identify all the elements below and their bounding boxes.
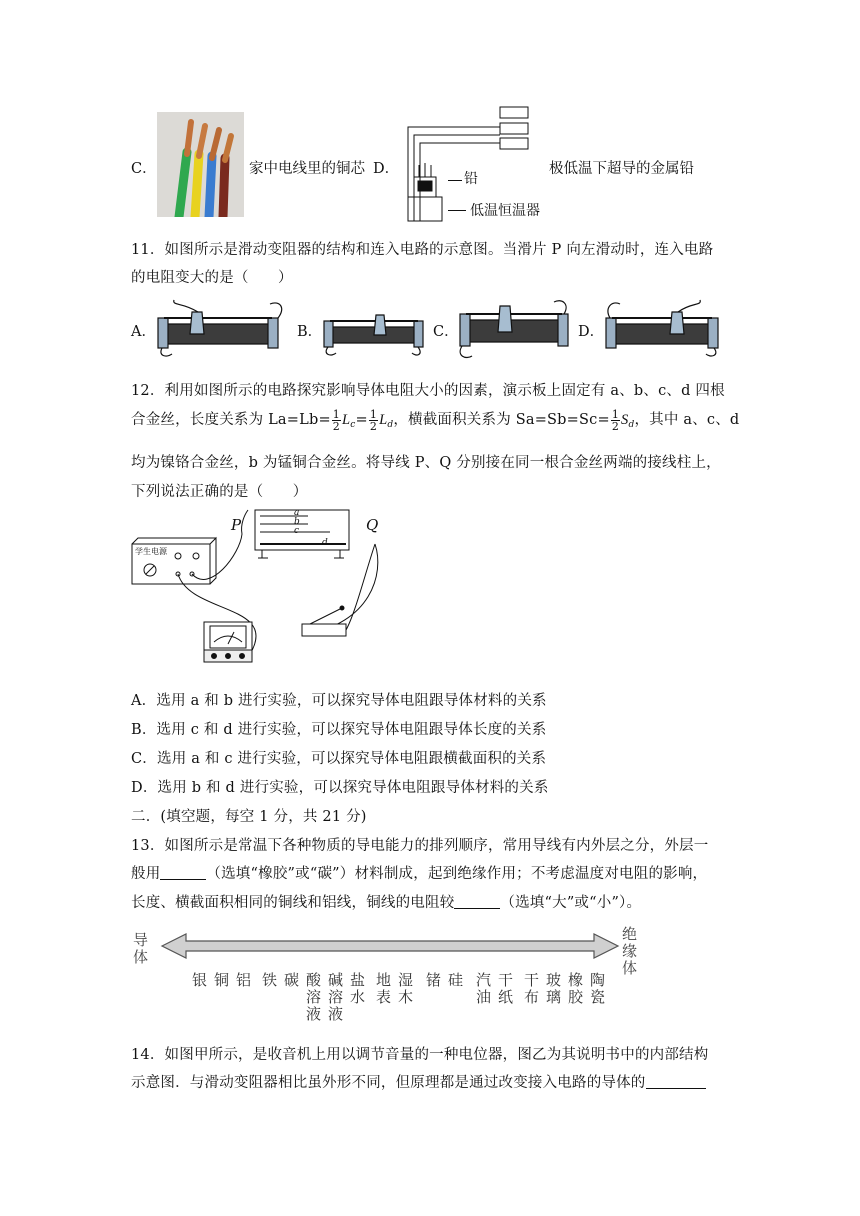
- material-item: 铝: [236, 971, 252, 989]
- rheostat-diagram-d: [598, 298, 726, 360]
- section2-heading: 二．(填空题，每空 1 分，共 21 分): [131, 809, 367, 825]
- q13-line3-suffix: （选填“大”或“小”）。: [500, 895, 642, 911]
- material-item: 地表: [376, 971, 392, 1006]
- q11-option-d-label: D．: [578, 324, 605, 340]
- q12-text-line2: 合金丝，长度关系为 La=Lb= $\frac{1}{2}$ $L_c=$ $\frac{1}{2}$ $L_d$，横截面积关系为 Sa=Sb=Sc= $\frac{1}{2}$ $S_d$，其中 a、c、d: [131, 407, 740, 433]
- material-item: 酸溶液: [306, 971, 322, 1023]
- material-item: 陶瓷: [590, 971, 606, 1006]
- cryostat-label: 低温恒温器: [470, 203, 540, 219]
- q12-text-line3: 均为镍铬合金丝，b 为锰铜合金丝。将导线 P、Q 分别接在同一根合金丝两端的接线柱上，: [131, 455, 721, 471]
- alloy-wire-b-label: b: [294, 517, 300, 527]
- label-leader-lead: [448, 180, 462, 181]
- material-item: 碳: [284, 971, 300, 989]
- label-leader-cryostat: [448, 210, 466, 211]
- q12-choice-b: B．选用 c 和 d 进行实验，可以探究导体电阻跟导体长度的关系: [131, 722, 547, 738]
- q12-choice-c: C．选用 a 和 c 进行实验，可以探究导体电阻跟横截面积的关系: [131, 751, 547, 767]
- material-item: 锗: [426, 971, 442, 989]
- fraction-half-2: $\frac{1}{2}$: [369, 407, 378, 433]
- rheostat-diagram-c: [456, 296, 572, 362]
- material-item: 碱溶液: [328, 971, 344, 1023]
- q11-text-line2: 的电阻变大的是（ ）: [131, 270, 293, 286]
- q11-option-a-label: A．: [131, 324, 156, 340]
- alloy-wire-d-label: d: [322, 538, 328, 548]
- material-item: 铜: [214, 971, 230, 989]
- answer-blank-3[interactable]: [646, 1074, 706, 1089]
- q10-option-c-label: C．: [131, 161, 157, 177]
- q10-option-d-text: 极低温下超导的金属铅: [549, 161, 694, 177]
- material-item: 干布: [524, 971, 540, 1006]
- q12-area-relation-prefix: ，横截面积关系为 Sa=Sb=Sc=: [393, 412, 610, 428]
- q14-text-line1: 14．如图甲所示，是收音机上用以调节音量的一种电位器，图乙为其说明书中的内部结构: [131, 1047, 709, 1063]
- length-c-symbol: L: [342, 412, 351, 428]
- q13-text-line1: 13．如图所示是常温下各种物质的导电能力的排列顺序，常用导线有内外层之分，外层一: [131, 838, 709, 854]
- q13-text-line2: [131, 862, 707, 883]
- material-item: 铁: [262, 971, 278, 989]
- q10-option-d-label: D．: [373, 161, 400, 177]
- rheostat-diagram-a: [152, 298, 290, 360]
- q12-text-line4: 下列说法正确的是（ ）: [131, 484, 308, 500]
- alloy-wire-c-label: c: [294, 526, 300, 536]
- q11-option-c-label: C．: [433, 324, 459, 340]
- q12-choice-d: D．选用 b 和 d 进行实验，可以探究导体电阻跟导体材料的关系: [131, 780, 549, 796]
- q10-option-c-text: 家中电线里的铜芯: [249, 161, 365, 177]
- length-d-symbol: L: [379, 412, 388, 428]
- area-d-symbol: S: [621, 412, 629, 428]
- material-item: 汽油: [476, 971, 492, 1006]
- lead-label: 铅: [464, 171, 478, 187]
- q13-line3-prefix: 长度、横截面积相同的铜线和铝线，铜线的电阻较: [131, 895, 455, 911]
- material-item: 盐水: [350, 971, 366, 1006]
- conductor-end-label: 导体: [133, 931, 149, 966]
- q12-line2-suffix: ，其中 a、c、d: [634, 412, 740, 428]
- fraction-half-3: $\frac{1}{2}$: [611, 407, 620, 433]
- copper-wire-photo: [157, 112, 244, 217]
- q12-text-line1: 12．利用如图所示的电路探究影响导体电阻大小的因素，演示板上固定有 a、b、c、d 四根: [131, 383, 725, 399]
- q13-line2-suffix: （选填“橡胶”或“碳”）材料制成，起到绝缘作用；不考虑温度对电阻的影响，: [206, 866, 708, 882]
- q12-length-relation-prefix: 合金丝，长度关系为 La=Lb=: [131, 412, 331, 428]
- material-item: 湿木: [398, 971, 414, 1006]
- material-item: 橡胶: [568, 971, 584, 1006]
- subscript-d-2: d: [628, 420, 635, 430]
- rheostat-diagram-b: [318, 305, 430, 357]
- q11-text-line1: 11．如图所示是滑动变阻器的结构和连入电路的示意图。当滑片 P 向左滑动时，连入电路: [131, 242, 714, 258]
- fraction-half-1: $\frac{1}{2}$: [332, 407, 340, 433]
- subscript-c: c: [350, 420, 356, 430]
- answer-blank-1[interactable]: [160, 865, 206, 880]
- q12-choice-a: A．选用 a 和 b 进行实验，可以探究导体电阻跟导体材料的关系: [131, 693, 547, 709]
- power-supply-label: 学生电源: [135, 547, 167, 556]
- q11-option-b-label: B．: [297, 324, 323, 340]
- material-item: 硅: [448, 971, 464, 989]
- q14-text-line2: [131, 1071, 706, 1092]
- material-item: 银: [192, 971, 208, 989]
- material-item: 玻璃: [546, 971, 562, 1006]
- wire-p-label: P: [231, 516, 242, 534]
- q12-circuit-figure: [130, 504, 390, 670]
- insulator-end-label: 绝缘体: [622, 925, 638, 977]
- material-item: 干纸: [498, 971, 514, 1006]
- wire-q-label: Q: [366, 516, 379, 534]
- q13-line2-prefix: 般用: [131, 866, 161, 882]
- subscript-d: d: [387, 420, 394, 430]
- answer-blank-2[interactable]: [454, 894, 500, 909]
- alloy-wire-a-label: a: [294, 508, 300, 518]
- q13-text-line3: [131, 891, 641, 912]
- conductivity-arrow: [160, 932, 620, 960]
- q14-line2-text: 示意图．与滑动变阻器相比虽外形不同，但原理都是通过改变接入电路的导体的: [131, 1075, 646, 1091]
